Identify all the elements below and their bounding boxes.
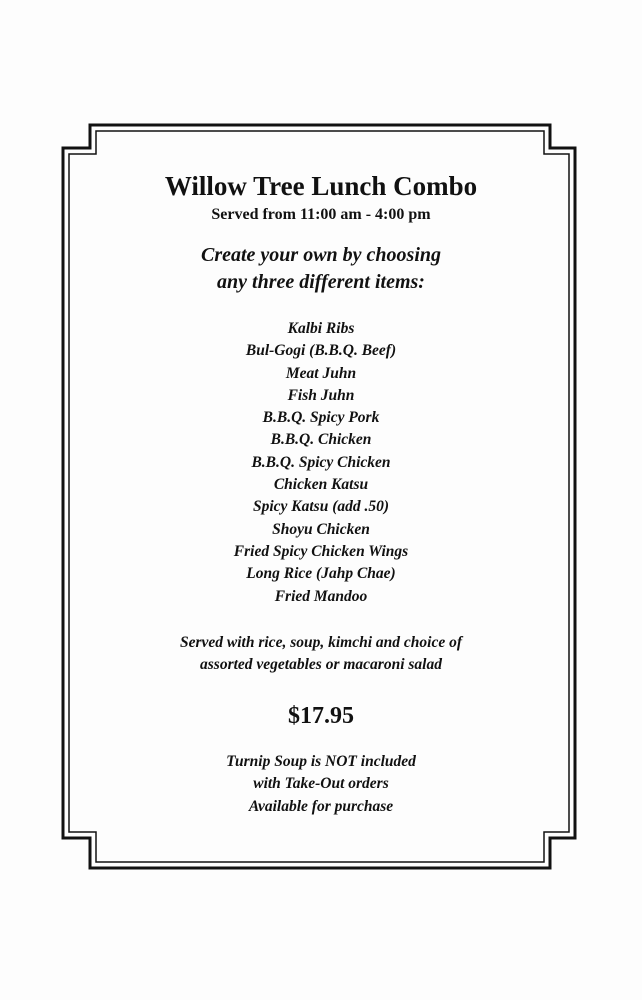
served-with-line-2: assorted vegetables or macaroni salad	[200, 655, 442, 673]
menu-item: B.B.Q. Chicken	[270, 431, 372, 449]
menu-item: Long Rice (Jahp Chae)	[246, 565, 396, 583]
menu-item: Shoyu Chicken	[272, 520, 370, 538]
served-with-line-1: Served with rice, soup, kimchi and choice of	[179, 633, 462, 651]
menu-item: B.B.Q. Spicy Chicken	[251, 453, 391, 471]
served-with-text	[90, 632, 552, 676]
instruction-line-1: Create your own by choosing	[200, 244, 442, 266]
instruction-text	[90, 242, 552, 296]
menu-item: B.B.Q. Spicy Pork	[262, 409, 380, 427]
menu-item: Fish Juhn	[287, 386, 355, 404]
menu-item: Chicken Katsu	[273, 476, 369, 494]
menu-item: Spicy Katsu (add .50)	[252, 498, 390, 516]
menu-content	[90, 170, 552, 818]
notes-line-1: Turnip Soup is NOT included	[226, 752, 416, 770]
notes-line-2: with Take-Out orders	[253, 775, 389, 793]
menu-item: Kalbi Ribs	[287, 320, 355, 337]
menu-title: Willow Tree Lunch Combo	[164, 171, 478, 201]
menu-item: Fried Spicy Chicken Wings	[233, 542, 409, 560]
notes-line-3: Available for purchase	[248, 797, 394, 815]
serving-hours: Served from 11:00 am - 4:00 pm	[211, 206, 431, 223]
menu-item: Fried Mandoo	[274, 587, 368, 605]
menu-item: Meat Juhn	[285, 364, 357, 382]
take-out-notes	[90, 751, 552, 819]
menu-items-list	[90, 318, 552, 608]
menu-item: Bul-Gogi (B.B.Q. Beef)	[245, 342, 397, 360]
instruction-line-2: any three different items:	[217, 271, 425, 293]
combo-price: $17.95	[288, 702, 354, 729]
